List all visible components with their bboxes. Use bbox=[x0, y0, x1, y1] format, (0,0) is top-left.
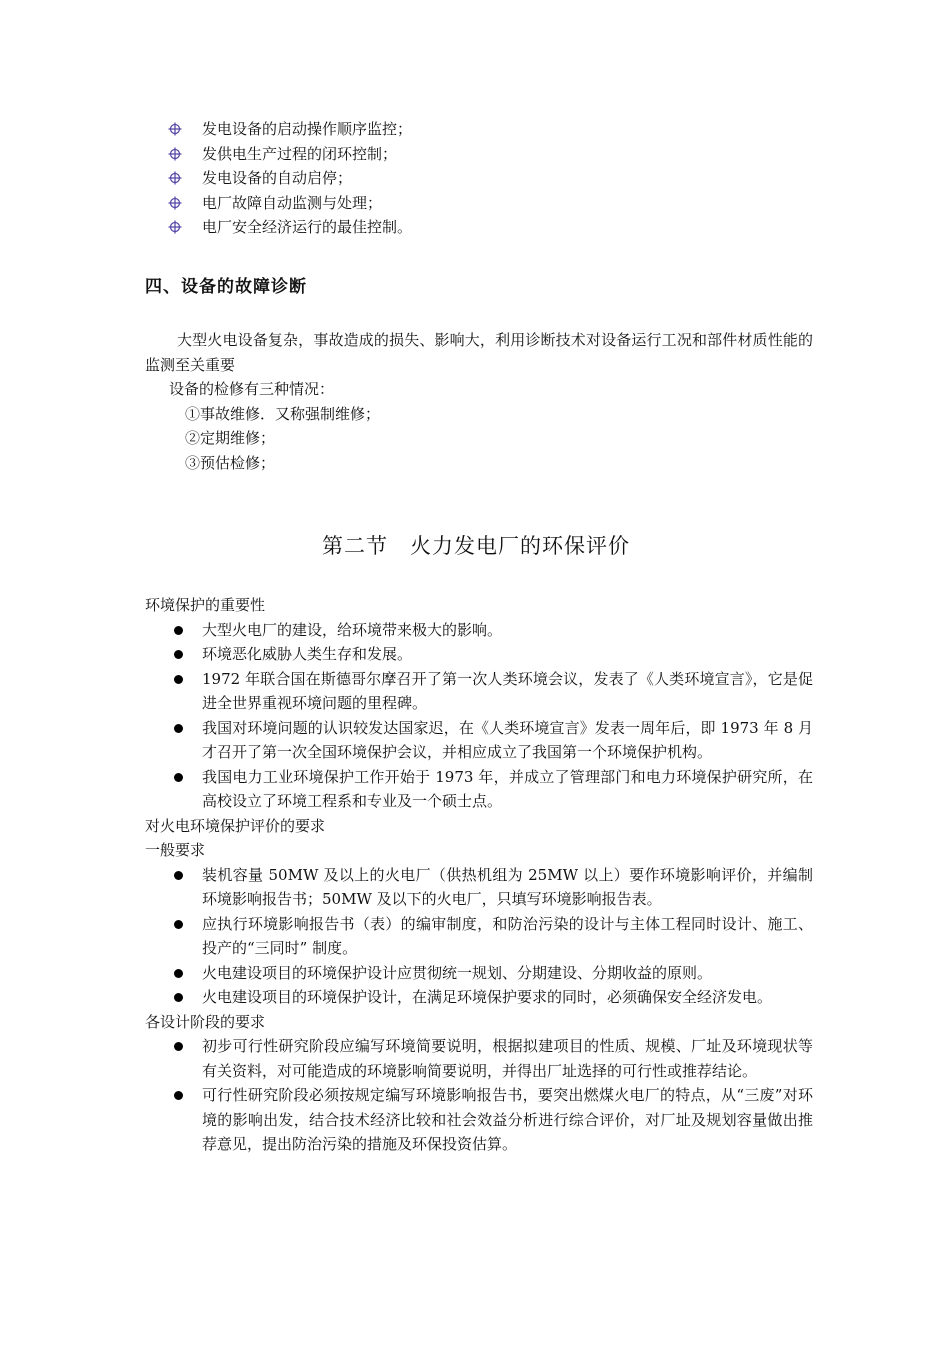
paragraph: 大型火电设备复杂，事故造成的损失、影响大，利用诊断技术对设备运行工况和部件材质性能的监测至关重要 bbox=[145, 331, 813, 374]
filled-circle-icon bbox=[145, 863, 202, 888]
circled-cross-icon bbox=[168, 171, 202, 185]
list-item bbox=[145, 961, 813, 986]
list-item-text: 我国电力工业环境保护工作开始于 1973 年，并成立了管理部门和电力环境保护研究所，在高校设立了环境工程系和专业及一个硕士点。 bbox=[202, 767, 813, 810]
list-item-text: 1972 年联合国在斯德哥尔摩召开了第一次人类环境会议，发表了《人类环境宣言》，它是促进全世界重视环境问题的里程碑。 bbox=[202, 669, 813, 712]
list-item bbox=[145, 618, 813, 643]
filled-circle-icon bbox=[145, 1083, 202, 1108]
env-section bbox=[145, 593, 813, 1157]
section-heading: 四、设备的故障诊断 bbox=[145, 277, 307, 297]
diagnosis-section bbox=[145, 328, 813, 475]
list-item-text: 装机容量 50MW 及以上的火电厂（供热机组为 25MW 以上）要作环境影响评价，并编制环境影响报告书；50MW 及以下的火电厂，只填写环境影响报告表。 bbox=[202, 865, 813, 908]
list-item-text: 发电设备的自动启停； bbox=[202, 169, 353, 187]
list-item-text: 大型火电厂的建设，给环境带来极大的影响。 bbox=[202, 620, 503, 639]
list-item-text: 我国对环境问题的认识较发达国家迟，在《人类环境宣言》发表一周年后，即 1973 年 8 月才召开了第一次全国环境保护会议，并相应成立了我国第一个环境保护机构。 bbox=[202, 718, 813, 761]
list-item bbox=[168, 215, 808, 240]
list-item bbox=[168, 117, 808, 142]
list-item-text: 火电建设项目的环境保护设计，在满足环境保护要求的同时，必须确保安全经济发电。 bbox=[202, 988, 773, 1006]
list-item-text: 初步可行性研究阶段应编写环境简要说明，根据拟建项目的性质、规模、厂址及环境现状等有关资料，对可能造成的环境影响简要说明，并得出厂址选择的可行性或推荐结论。 bbox=[202, 1037, 813, 1080]
list-item bbox=[145, 667, 813, 716]
general-requirements-heading: 一般要求 bbox=[145, 841, 206, 859]
requirements-heading: 对火电环境保护评价的要求 bbox=[145, 816, 326, 835]
maintenance-intro: 设备的检修有三种情况： bbox=[169, 380, 335, 398]
design-stage-list bbox=[145, 1034, 813, 1157]
filled-circle-icon bbox=[145, 985, 202, 1010]
filled-circle-icon bbox=[145, 765, 202, 790]
list-item bbox=[168, 166, 808, 191]
design-stage-heading: 各设计阶段的要求 bbox=[145, 1012, 266, 1031]
list-item bbox=[145, 716, 813, 765]
list-item bbox=[145, 765, 813, 814]
list-item-text: 火电建设项目的环境保护设计应贯彻统一规划、分期建设、分期收益的原则。 bbox=[202, 963, 713, 982]
maintenance-item: ②定期维修； bbox=[185, 429, 276, 447]
list-item bbox=[145, 1083, 813, 1157]
maintenance-item: ③预估检修； bbox=[185, 453, 276, 472]
list-item bbox=[145, 985, 813, 1010]
env-list bbox=[145, 618, 813, 814]
list-item bbox=[168, 142, 808, 167]
env-heading: 环境保护的重要性 bbox=[145, 596, 266, 614]
list-item bbox=[168, 191, 808, 216]
filled-circle-icon bbox=[145, 912, 202, 937]
circled-cross-icon bbox=[168, 147, 202, 161]
list-item bbox=[145, 642, 813, 667]
maintenance-item: ①事故维修．又称强制维修； bbox=[185, 404, 381, 423]
list-item bbox=[145, 912, 813, 961]
list-item-text: 发供电生产过程的闭环控制； bbox=[202, 144, 398, 163]
control-functions-list bbox=[168, 117, 808, 240]
list-item-text: 电厂安全经济运行的最佳控制。 bbox=[202, 218, 413, 236]
list-item bbox=[145, 863, 813, 912]
list-item-text: 应执行环境影响报告书（表）的编审制度，和防治污染的设计与主体工程同时设计、施工、投产的“三同时” 制度。 bbox=[202, 914, 813, 957]
circled-cross-icon bbox=[168, 220, 202, 234]
general-requirements-list bbox=[145, 863, 813, 1010]
filled-circle-icon bbox=[145, 667, 202, 692]
list-item-text: 发电设备的启动操作顺序监控； bbox=[202, 120, 413, 138]
filled-circle-icon bbox=[145, 716, 202, 741]
list-item-text: 可行性研究阶段必须按规定编写环境影响报告书，要突出燃煤火电厂的特点，从“三废”对环境的影响出发，结合技术经济比较和社会效益分析进行综合评价，对厂址及规划容量做出推荐意见，提出防治污染的措施及环保投资估算。 bbox=[202, 1086, 813, 1153]
list-item bbox=[145, 1034, 813, 1083]
list-item-text: 环境恶化威胁人类生存和发展。 bbox=[202, 645, 413, 663]
list-item-text: 电厂故障自动监测与处理； bbox=[202, 193, 383, 212]
filled-circle-icon bbox=[145, 618, 202, 643]
circled-cross-icon bbox=[168, 122, 202, 136]
circled-cross-icon bbox=[168, 196, 202, 210]
chapter-title: 第二节 火力发电厂的环保评价 bbox=[322, 534, 630, 558]
filled-circle-icon bbox=[145, 642, 202, 667]
filled-circle-icon bbox=[145, 961, 202, 986]
filled-circle-icon bbox=[145, 1034, 202, 1059]
